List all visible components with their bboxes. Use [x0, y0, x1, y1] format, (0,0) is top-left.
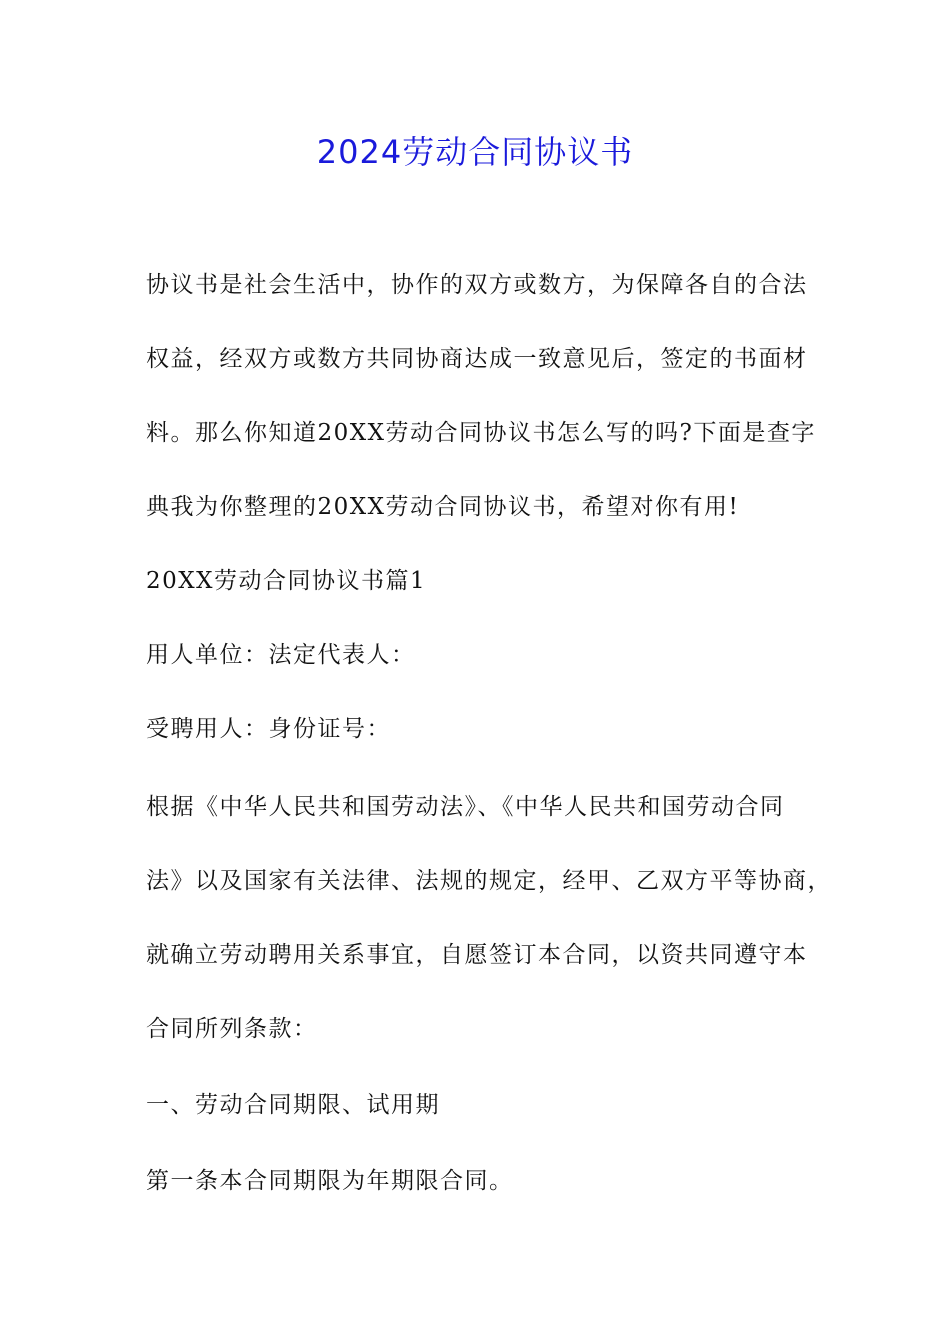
- intro-line: 权益，经双方或数方共同协商达成一致意见后，签定的书面材: [146, 346, 808, 372]
- basis-line: 法》以及国家有关法律、法规的规定，经甲、乙双方平等协商，: [146, 868, 832, 894]
- article-text: 第一条本合同期限为年期限合同。: [146, 1168, 514, 1194]
- intro-line: 典我为你整理的20XX劳动合同协议书，希望对你有用!: [146, 494, 740, 520]
- chapter-heading: 一、劳动合同期限、试用期: [146, 1092, 440, 1118]
- employee-line: 受聘用人：身份证号：: [146, 716, 391, 742]
- basis-line: 合同所列条款：: [146, 1016, 318, 1042]
- basis-line: 就确立劳动聘用关系事宜，自愿签订本合同，以资共同遵守本: [146, 942, 808, 968]
- section-heading: 20XX劳动合同协议书篇1: [146, 568, 427, 594]
- employer-line: 用人单位：法定代表人：: [146, 642, 416, 668]
- document-title: 2024劳动合同协议书: [316, 133, 634, 171]
- intro-line: 协议书是社会生活中，协作的双方或数方，为保障各自的合法: [146, 272, 808, 298]
- basis-paragraph: [146, 770, 832, 1066]
- intro-line: 料。那么你知道20XX劳动合同协议书怎么写的吗?下面是查字: [146, 420, 816, 446]
- intro-paragraph: [146, 248, 816, 544]
- basis-line: 根据《中华人民共和国劳动法》、《中华人民共和国劳动合同: [146, 794, 785, 820]
